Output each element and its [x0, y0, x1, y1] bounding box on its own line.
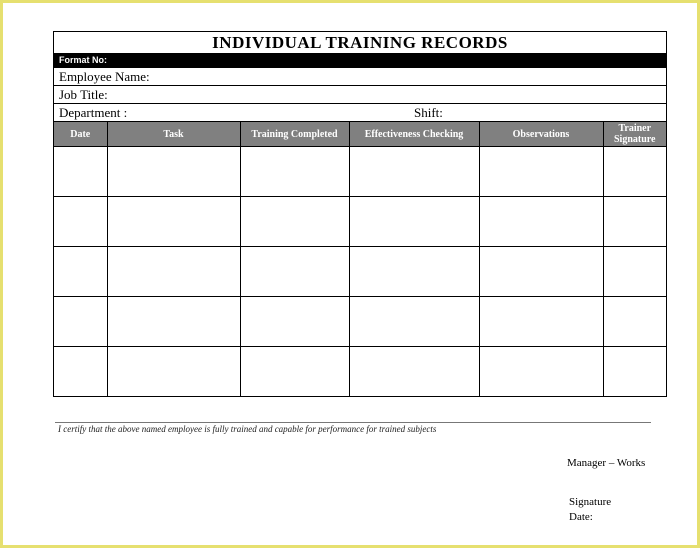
table-cell[interactable] [479, 147, 603, 197]
table-cell[interactable] [107, 197, 240, 247]
table-cell[interactable] [349, 347, 479, 397]
table-cell[interactable] [603, 247, 666, 297]
employee-name-label: Employee Name: [59, 69, 150, 84]
table-cell[interactable] [54, 297, 107, 347]
column-header-trainer-signature: Trainer Signature [603, 122, 666, 147]
table-cell[interactable] [479, 197, 603, 247]
department-row[interactable] [54, 104, 666, 122]
department-label: Department : [59, 105, 128, 120]
table-cell[interactable] [107, 297, 240, 347]
table-header-row [54, 122, 666, 147]
table-cell[interactable] [349, 197, 479, 247]
table-cell[interactable] [240, 197, 349, 247]
format-number-label: Format No: [59, 55, 107, 65]
training-record-form [53, 31, 667, 397]
shift-label: Shift: [414, 105, 443, 120]
certification-statement: I certify that the above named employee is fully trained and capable for performance for trained subjects [58, 424, 437, 434]
manager-works-label: Manager – Works [567, 457, 646, 469]
table-cell[interactable] [603, 297, 666, 347]
job-title-row[interactable] [54, 86, 666, 104]
signature-label: Signature [569, 496, 612, 508]
format-number-row [54, 54, 666, 68]
table-cell[interactable] [54, 247, 107, 297]
table-cell[interactable] [603, 147, 666, 197]
table-cell[interactable] [479, 247, 603, 297]
table-cell[interactable] [603, 347, 666, 397]
table-cell[interactable] [107, 247, 240, 297]
column-header-observations: Observations [479, 122, 603, 147]
records-table [54, 122, 666, 396]
job-title-label: Job Title: [59, 87, 108, 102]
table-row [54, 197, 666, 247]
table-cell[interactable] [54, 147, 107, 197]
table-cell[interactable] [54, 347, 107, 397]
table-row [54, 297, 666, 347]
table-cell[interactable] [240, 347, 349, 397]
table-cell[interactable] [349, 147, 479, 197]
table-cell[interactable] [107, 147, 240, 197]
certification-divider [55, 422, 651, 423]
table-cell[interactable] [240, 247, 349, 297]
table-cell[interactable] [349, 297, 479, 347]
table-cell[interactable] [479, 297, 603, 347]
form-title: INDIVIDUAL TRAINING RECORDS [54, 32, 666, 54]
table-cell[interactable] [603, 197, 666, 247]
table-cell[interactable] [479, 347, 603, 397]
column-header-task: Task [107, 122, 240, 147]
employee-name-row[interactable] [54, 68, 666, 86]
signature-block [569, 495, 611, 525]
table-cell[interactable] [107, 347, 240, 397]
table-row [54, 347, 666, 397]
column-header-date: Date [54, 122, 107, 147]
table-row [54, 247, 666, 297]
table-cell[interactable] [349, 247, 479, 297]
column-header-training-completed: Training Completed [240, 122, 349, 147]
table-row [54, 147, 666, 197]
column-header-effectiveness-checking: Effectiveness Checking [349, 122, 479, 147]
date-label: Date: [569, 511, 593, 523]
table-cell[interactable] [54, 197, 107, 247]
table-cell[interactable] [240, 147, 349, 197]
table-cell[interactable] [240, 297, 349, 347]
